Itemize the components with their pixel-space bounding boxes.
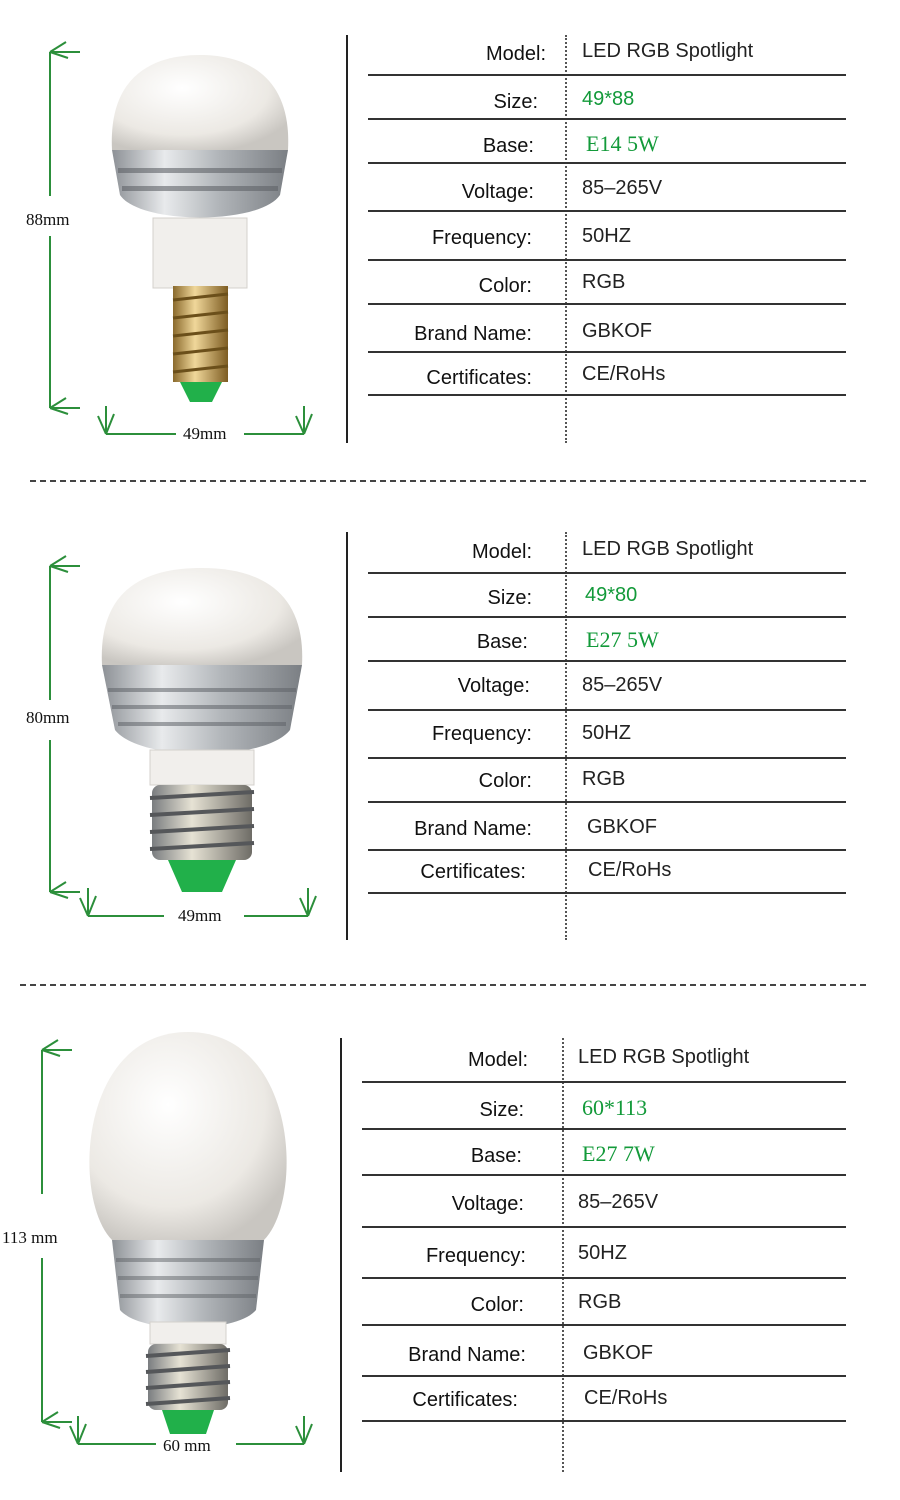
spec-label: Model: [471,541,532,563]
height-dimension-label: 113 mm [2,1228,58,1247]
spec-value-brand: GBKOF [583,1342,654,1364]
row-separator [362,1277,846,1279]
spec-value-size: 49*88 [582,88,635,110]
row-separator [368,801,846,803]
column-divider [565,532,567,940]
spec-row-base [368,618,528,664]
spec-value-model: LED RGB Spotlight [578,1046,750,1068]
spec-label: Brand Name: [414,818,532,840]
spec-label: Base: [476,631,528,653]
spec-value-brand: GBKOF [582,320,653,342]
row-separator [368,394,846,396]
spec-label: Color: [478,275,532,297]
spec-value-brand: GBKOF [587,816,658,838]
spec-value-base: E14 5W [586,131,659,156]
section-separator [30,480,866,482]
spec-label: Voltage: [461,181,534,203]
row-separator [368,303,846,305]
spec-label: Size: [493,91,538,113]
spec-label: Brand Name: [408,1344,526,1366]
spec-value-model: LED RGB Spotlight [582,40,754,62]
spec-row-model [362,1036,528,1082]
spec-value-frequency: 50HZ [582,225,631,247]
spec-label: Size: [479,1099,524,1121]
spec-row-size [362,1086,524,1132]
spec-value-certificates: CE/RoHs [582,363,666,385]
spec-label: Certificates: [426,367,532,389]
height-dimension-label: 80mm [26,708,70,727]
spec-row-model [368,30,546,76]
spec-value-color: RGB [582,271,626,293]
row-separator [362,1226,846,1228]
width-dimension-label: 49mm [178,906,222,925]
spec-label: Base: [470,1145,522,1167]
section-separator [20,984,866,986]
spec-label: Frequency: [425,1245,526,1267]
column-divider [565,35,567,443]
section-divider [346,35,348,443]
spec-label: Voltage: [457,675,530,697]
width-dimension-label: 49mm [183,424,227,443]
spec-value-certificates: CE/RoHs [584,1387,668,1409]
spec-label: Brand Name: [414,323,532,345]
spec-value-color: RGB [582,768,626,790]
spec-label: Color: [470,1294,524,1316]
width-dimension-label: 60 mm [163,1436,211,1455]
spec-value-model: LED RGB Spotlight [582,538,754,560]
spec-label: Certificates: [412,1389,518,1411]
row-separator [368,210,846,212]
row-separator [368,892,846,894]
spec-row-color [368,757,532,803]
spec-value-voltage: 85–265V [582,177,663,199]
spec-row-brand [368,805,532,851]
row-separator [368,351,846,353]
spec-label: Size: [487,587,532,609]
section-divider [346,532,348,940]
row-separator [368,118,846,120]
spec-label: Voltage: [451,1193,524,1215]
spec-label: Certificates: [420,861,526,883]
row-separator [368,162,846,164]
spec-row-model [368,528,532,574]
spec-value-voltage: 85–265V [582,674,663,696]
spec-row-certificates [362,1376,518,1422]
spec-label: Frequency: [431,723,532,745]
height-dimension-label: 88mm [26,210,70,229]
section-divider [340,1038,342,1472]
spec-label: Color: [478,770,532,792]
spec-row-frequency [362,1232,526,1278]
row-separator [362,1128,846,1130]
column-divider [562,1038,564,1472]
spec-row-voltage [368,168,534,214]
spec-row-voltage [362,1180,524,1226]
row-separator [362,1081,846,1083]
spec-row-size [368,574,532,620]
spec-row-voltage [368,662,530,708]
spec-label: Model: [485,43,546,65]
spec-row-color [362,1281,524,1327]
spec-value-base: E27 5W [586,627,659,652]
spec-value-size: 60*113 [582,1095,648,1120]
spec-row-base [362,1132,522,1178]
spec-label: Frequency: [431,227,532,249]
spec-row-brand [362,1331,526,1377]
spec-value-frequency: 50HZ [578,1242,627,1264]
spec-label: Model: [467,1049,528,1071]
product-section-e27-5w [0,500,900,960]
spec-row-color [368,262,532,308]
product-section-e27-7w [0,1010,900,1500]
spec-value-size: 49*80 [585,584,638,606]
row-separator [368,259,846,261]
spec-row-brand [368,310,532,356]
row-separator [368,74,846,76]
spec-label: Base: [482,135,534,157]
spec-value-frequency: 50HZ [582,722,631,744]
spec-row-certificates [368,848,526,894]
spec-row-frequency [368,710,532,756]
row-separator [362,1420,846,1422]
spec-value-voltage: 85–265V [578,1191,659,1213]
product-section-e14 [0,0,900,470]
spec-value-base: E27 7W [582,1141,655,1166]
spec-value-certificates: CE/RoHs [588,859,672,881]
spec-value-color: RGB [578,1291,622,1313]
spec-row-frequency [368,214,532,260]
row-separator [362,1324,846,1326]
row-separator [362,1174,846,1176]
